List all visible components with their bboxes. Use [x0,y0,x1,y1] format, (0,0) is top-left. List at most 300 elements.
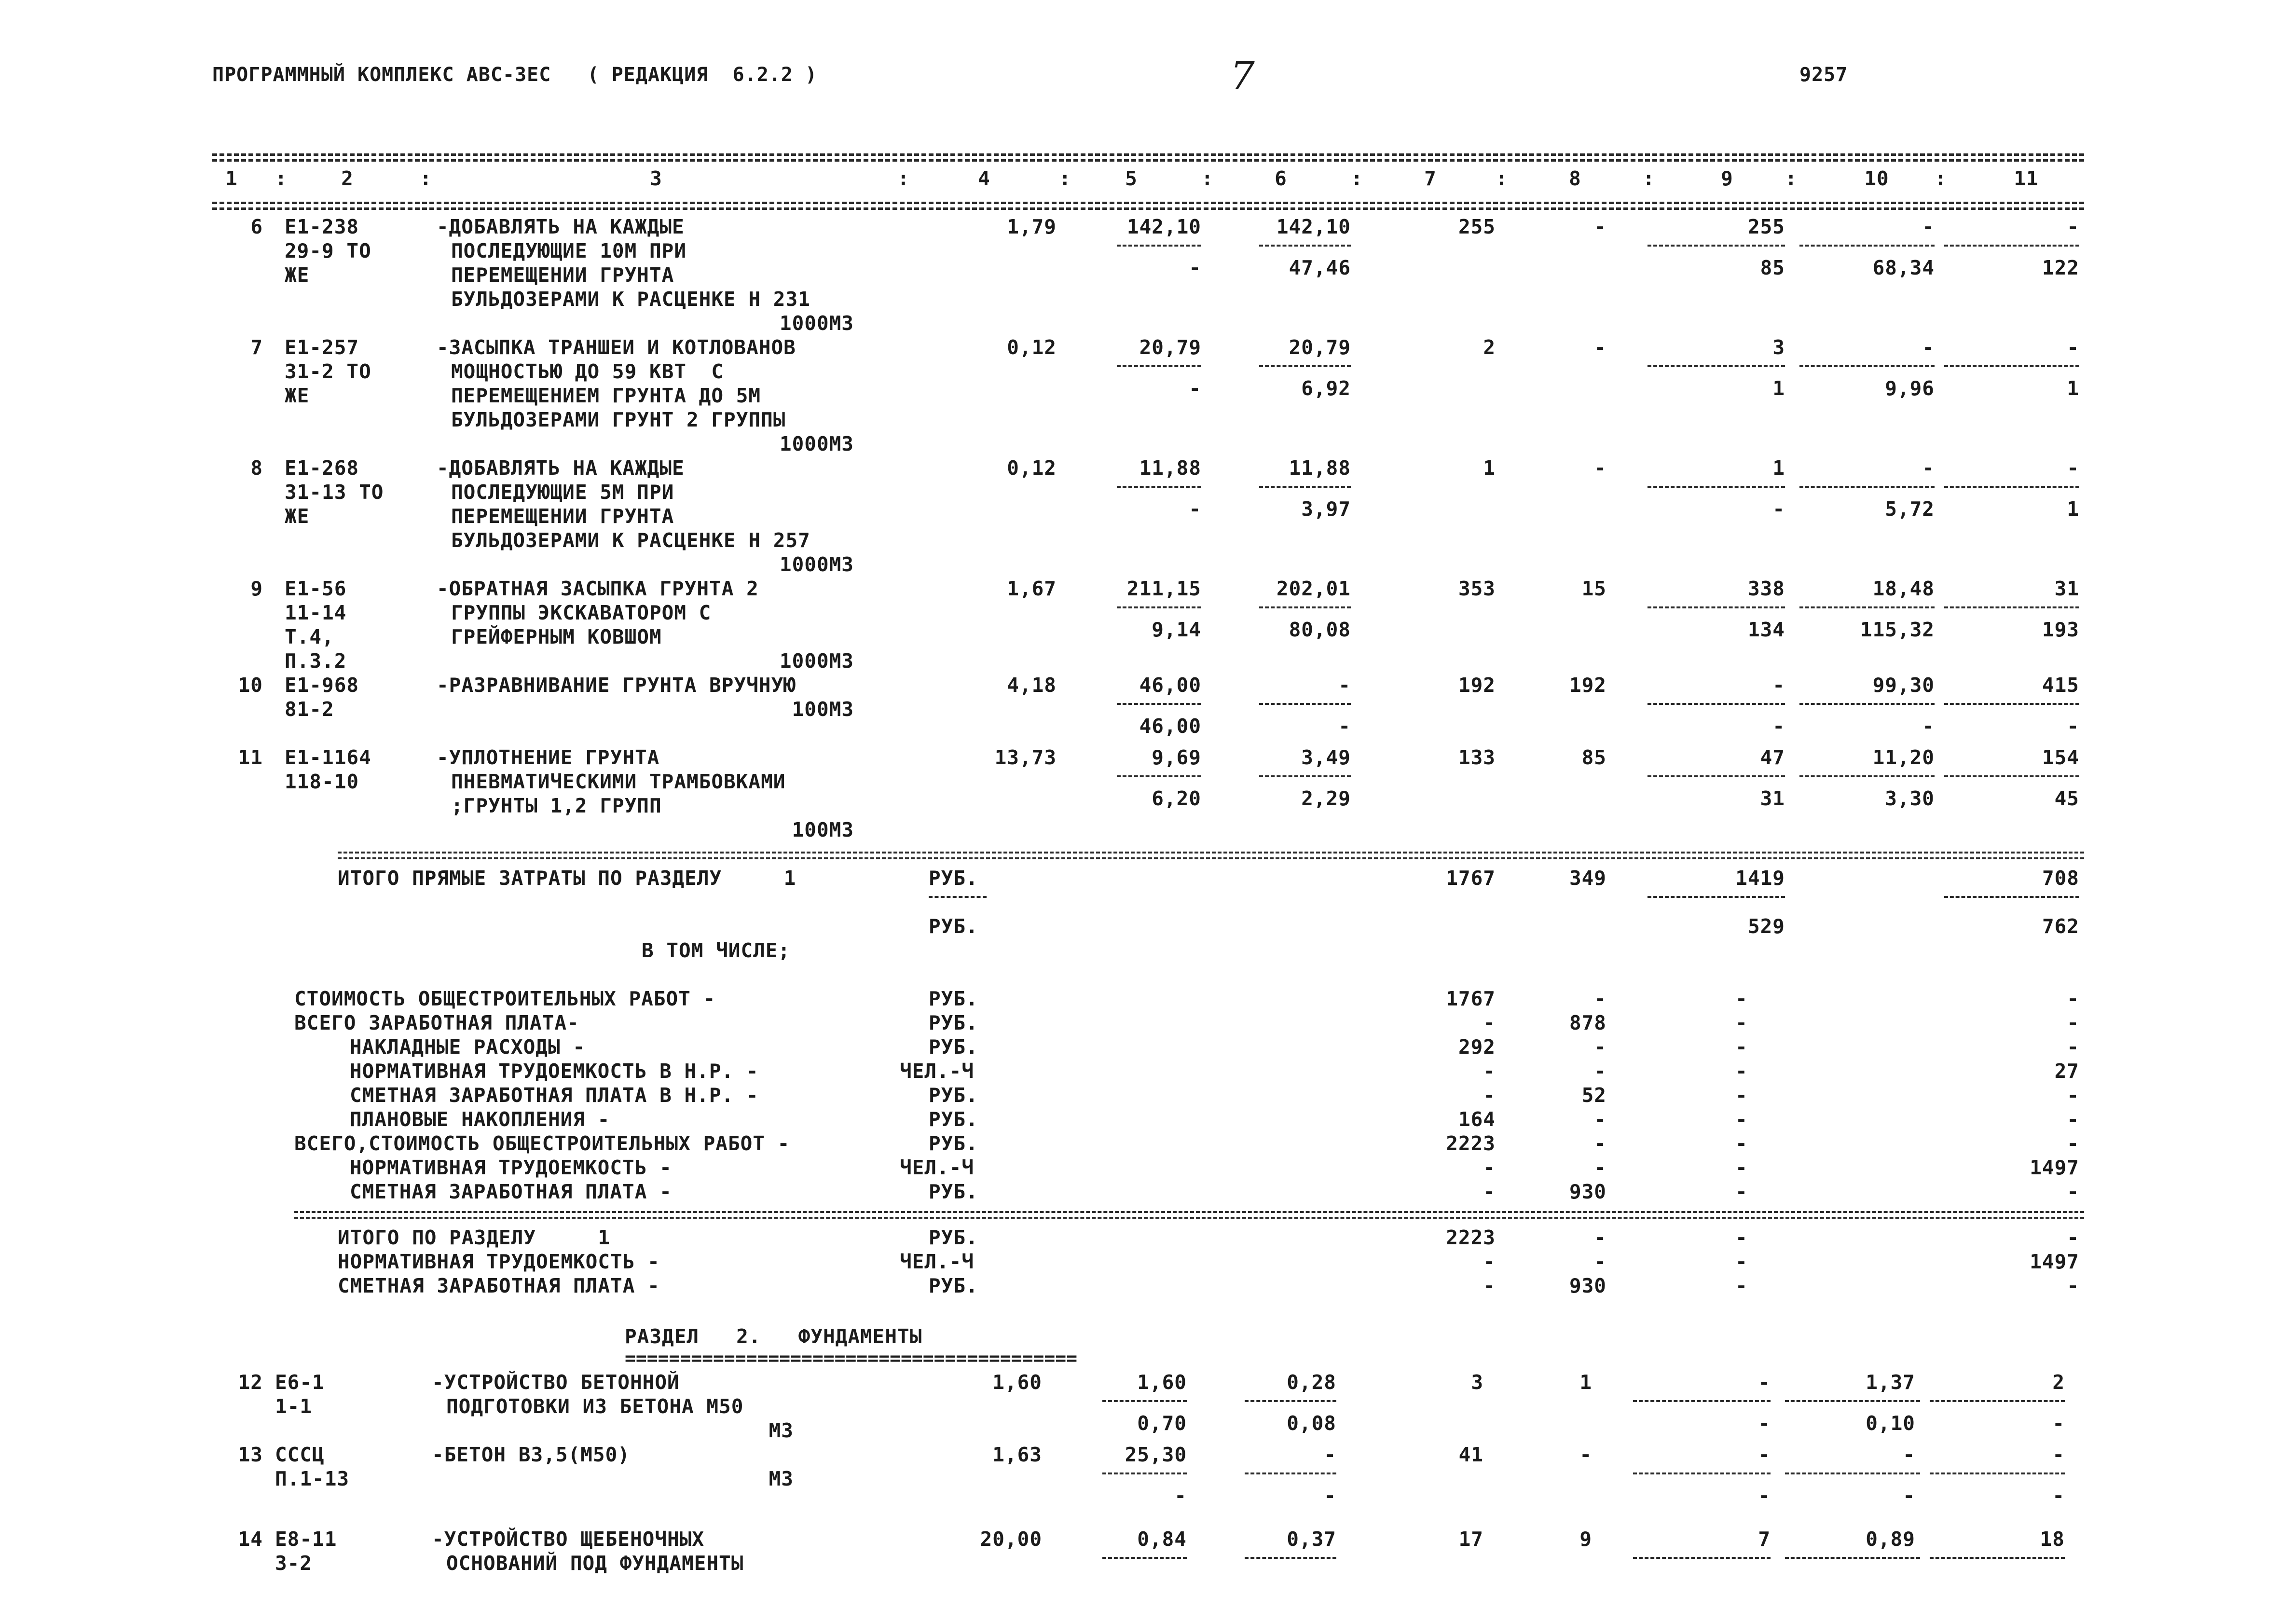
sub-rule [1102,1557,1187,1559]
quantity: 1,79 [1007,215,1057,238]
rate-code: Т.4, [285,625,334,648]
value-c9b: 1 [1772,377,1785,400]
work-description: ГРУППЫ ЭКСКАВАТОРОМ С [451,601,712,624]
work-description: -ЗАСЫПКА ТРАНШЕИ И КОТЛОВАНОВ [437,336,796,359]
value-c6b: 0,08 [1287,1412,1336,1435]
header-bottom-rule-2 [212,207,2084,210]
value-c5a: 0,84 [1137,1528,1187,1551]
sub-rule [1647,606,1785,608]
sub-rule [1259,245,1351,247]
summary-label: НОРМАТИВНАЯ ТРУДОЕМКОСТЬ - [350,1156,672,1179]
section-total-line-c7: - [1483,1274,1496,1297]
sub-rule [1785,1557,1920,1559]
value-c7: 41 [1458,1443,1483,1466]
work-description: БУЛЬДОЗЕРАМИ К РАСЦЕНКЕ Н 231 [451,288,810,311]
column-header-3: 3 [650,167,662,190]
summary-c7: 292 [1458,1035,1496,1059]
section-total-line-unit: РУБ. [929,1226,978,1249]
sub-rule [1245,1557,1336,1559]
row-number: 12 [238,1371,263,1394]
summary-c11: - [2067,1132,2079,1155]
rate-code: ЖЕ [285,384,310,407]
value-c6b: - [1324,1484,1336,1507]
section-total-line-c11: 1497 [2030,1250,2079,1273]
sub-rule [1259,365,1351,367]
sub-rule [1259,486,1351,488]
sub-rule [1944,606,2079,608]
including-label: В ТОМ ЧИСЛЕ; [642,939,791,962]
section-end-rule [294,1211,2084,1213]
rate-code: СССЦ [275,1443,325,1466]
summary-unit: РУБ. [929,1180,978,1203]
value-c8: 15 [1581,577,1606,600]
sub-rule [1259,606,1351,608]
summary-unit: ЧЕЛ.-Ч [900,1060,975,1083]
value-c11a: 415 [2042,674,2079,697]
value-c8: - [1579,1443,1592,1466]
summary-label: ПЛАНОВЫЕ НАКОПЛЕНИЯ - [350,1108,610,1131]
row-number: 6 [250,215,263,238]
handwritten-page-number: 7 [1230,53,1255,98]
value-c5b: - [1189,256,1201,279]
section-total-line-c7: - [1483,1250,1496,1273]
unit-of-measure: 1000М3 [779,553,854,576]
sub-rule [1647,486,1785,488]
value-c6b: 80,08 [1289,618,1351,641]
row-number: 11 [238,746,263,769]
value-c7: 17 [1458,1528,1483,1551]
value-c9a: - [1758,1443,1771,1466]
sub-rule [1930,1557,2065,1559]
value-c10a: - [1922,456,1935,480]
sub-rule [1944,896,2079,898]
value-c11a: - [2067,215,2079,238]
unit-of-measure: М3 [769,1419,794,1442]
summary-unit: РУБ. [929,1084,978,1107]
summary-c8: - [1594,1132,1606,1155]
value-c10b: 115,32 [1860,618,1935,641]
value-c6a: - [1338,674,1351,697]
sub-rule [1944,775,2079,777]
column-separator: : [1351,167,1363,190]
column-separator: : [1935,167,1947,190]
column-header-4: 4 [978,167,990,190]
summary-c9: - [1735,1060,1748,1083]
work-description: ;ГРУНТЫ 1,2 ГРУПП [451,794,662,817]
rate-code: Е1-238 [285,215,359,238]
section-total-c8: 349 [1569,867,1606,890]
value-c9b: - [1758,1484,1771,1507]
sub-rule [1944,703,2079,705]
value-c10a: 11,20 [1872,746,1935,769]
value-c9b: - [1772,497,1785,521]
value-c6a: - [1324,1443,1336,1466]
value-c9a: 1 [1772,456,1785,480]
sub-rule [1633,1400,1771,1402]
work-description: БУЛЬДОЗЕРАМИ ГРУНТ 2 ГРУППЫ [451,408,786,431]
summary-label: ВСЕГО,СТОИМОСТЬ ОБЩЕСТРОИТЕЛЬНЫХ РАБОТ - [294,1132,790,1155]
value-c8: 1 [1579,1371,1592,1394]
header-bottom-rule [212,202,2084,204]
section-total-line: СМЕТНАЯ ЗАРАБОТНАЯ ПЛАТА - [338,1274,660,1297]
work-description: -ОБРАТНАЯ ЗАСЫПКА ГРУНТА 2 [437,577,759,600]
summary-c7: - [1483,1060,1496,1083]
value-c8: - [1594,336,1606,359]
column-separator: : [1643,167,1655,190]
value-c9b: - [1758,1412,1771,1435]
column-separator: : [1496,167,1508,190]
unit-of-measure: 100М3 [792,818,854,841]
value-c11b: 193 [2042,618,2079,641]
summary-c11: - [2067,1084,2079,1107]
work-description: -УСТРОЙСТВО ЩЕБЕНОЧНЫХ [432,1528,705,1551]
value-c6a: 202,01 [1276,577,1351,600]
value-c5a: 11,88 [1139,456,1201,480]
value-c10b: - [1903,1484,1915,1507]
summary-c7: 1767 [1446,987,1496,1010]
sub-rule [1245,1473,1336,1474]
rate-code: 1-1 [275,1395,313,1418]
value-c5a: 46,00 [1139,674,1201,697]
value-c9a: 338 [1747,577,1785,600]
value-c8: 85 [1581,746,1606,769]
value-c9b: 85 [1760,256,1785,279]
column-header-8: 8 [1569,167,1581,190]
sub-rule [1259,703,1351,705]
column-header-10: 10 [1864,167,1889,190]
sub-rule [1117,245,1201,247]
row-number: 10 [238,674,263,697]
value-c11a: 18 [2040,1528,2065,1551]
value-c6a: 11,88 [1289,456,1351,480]
summary-unit: РУБ. [929,1108,978,1131]
value-c9a: - [1772,674,1785,697]
work-description: ПНЕВМАТИЧЕСКИМИ ТРАМБОВКАМИ [451,770,786,793]
section-total-line-c8: 930 [1569,1274,1606,1297]
unit-of-measure: М3 [769,1467,794,1490]
column-header-1: 1 [225,167,238,190]
table-top-rule-2 [212,159,2084,162]
value-c5a: 1,60 [1137,1371,1187,1394]
section-total-line-c7: 2223 [1446,1226,1496,1249]
sub-rule [1633,1473,1771,1474]
sub-rule [1647,245,1785,247]
summary-c9: - [1735,987,1748,1010]
sub-rule [1799,245,1935,247]
rate-code: 29-9 ТО [285,239,371,262]
quantity: 4,18 [1007,674,1057,697]
work-description: -УПЛОТНЕНИЕ ГРУНТА [437,746,660,769]
unit-of-measure: 1000М3 [779,432,854,455]
value-c6a: 0,28 [1287,1371,1336,1394]
summary-c9: - [1735,1180,1748,1203]
value-c5b: 0,70 [1137,1412,1187,1435]
sub-rule [1633,1557,1771,1559]
work-description: ПОСЛЕДУЮЩИЕ 10М ПРИ [451,239,686,262]
value-c5b: - [1174,1484,1187,1507]
summary-unit: РУБ. [929,1035,978,1059]
summary-label: НОРМАТИВНАЯ ТРУДОЕМКОСТЬ В Н.Р. - [350,1060,759,1083]
value-c7: 2 [1483,336,1496,359]
value-c8: - [1594,215,1606,238]
unit-of-measure: 1000М3 [779,312,854,335]
sub-rule [1117,703,1201,705]
sub-rule [1647,775,1785,777]
rate-code: 81-2 [285,698,334,721]
section-total-line-c9: - [1735,1226,1748,1249]
rate-code: 31-13 ТО [285,481,384,504]
work-description: ПОДГОТОВКИ ИЗ БЕТОНА М50 [446,1395,744,1418]
sub-rule [1799,775,1935,777]
row-number: 8 [250,456,263,480]
sub-rule [1117,486,1201,488]
summary-c8: 52 [1581,1084,1606,1107]
value-c11a: - [2067,456,2079,480]
program-title: ПРОГРАММНЫЙ КОМПЛЕКС АВС-3ЕС ( РЕДАКЦИЯ 6.2.2 ) [212,64,818,86]
value-c10b: 9,96 [1885,377,1935,400]
value-c6a: 142,10 [1276,215,1351,238]
work-description: -БЕТОН В3,5(М50) [432,1443,630,1466]
section-total-line-c9: - [1735,1250,1748,1273]
work-description: ПЕРЕМЕЩЕНИЕМ ГРУНТА ДО 5М [451,384,761,407]
column-header-11: 11 [2014,167,2039,190]
value-c11b: - [2052,1484,2065,1507]
table-top-rule [212,153,2084,156]
value-c6b: 3,97 [1301,497,1351,521]
sub-rule [1944,486,2079,488]
sub-rule [1799,486,1935,488]
sub-rule [1930,1400,2065,1402]
summary-label: СМЕТНАЯ ЗАРАБОТНАЯ ПЛАТА В Н.Р. - [350,1084,759,1107]
summary-c9: - [1735,1132,1748,1155]
value-c7: 353 [1458,577,1496,600]
value-c5a: 25,30 [1125,1443,1187,1466]
value-c5b: 9,14 [1152,618,1201,641]
summary-unit: ЧЕЛ.-Ч [900,1156,975,1179]
rate-code: П.3.2 [285,649,347,673]
value-c9a: 3 [1772,336,1785,359]
section-total-c9: 1419 [1735,867,1785,890]
quantity: 0,12 [1007,336,1057,359]
summary-unit: РУБ. [929,1011,978,1034]
value-c8: - [1594,456,1606,480]
sub-rule [1245,1400,1336,1402]
sub-rule [1785,1400,1920,1402]
column-separator: : [897,167,910,190]
row-number: 9 [250,577,263,600]
work-description: ПОСЛЕДУЮЩИЕ 5М ПРИ [451,481,674,504]
sub-rule [1785,1473,1920,1474]
value-c5a: 142,10 [1126,215,1201,238]
summary-c9: - [1735,1084,1748,1107]
value-c11b: 122 [2042,256,2079,279]
rate-code: Е6-1 [275,1371,325,1394]
row-number: 14 [238,1528,263,1551]
value-c11b: 1 [2067,377,2079,400]
value-c10b: - [1922,715,1935,738]
section-total-line-c11: - [2067,1274,2079,1297]
value-c10b: 0,10 [1866,1412,1915,1435]
rate-code: 31-2 ТО [285,360,371,383]
rate-code: Е1-257 [285,336,359,359]
column-header-7: 7 [1424,167,1437,190]
totals-rule-2 [338,857,2084,859]
value-c10a: - [1922,336,1935,359]
value-c5a: 211,15 [1126,577,1201,600]
sub-rule [1930,1473,2065,1474]
sub-rule [1259,775,1351,777]
document-number: 9257 [1799,64,1848,86]
sub-rule [1117,775,1201,777]
section-total-line-c8: - [1594,1250,1606,1273]
sub-rule [1944,245,2079,247]
summary-c8: 878 [1569,1011,1606,1034]
column-separator: : [1059,167,1071,190]
value-c11b: - [2067,715,2079,738]
column-separator: : [1785,167,1798,190]
value-c6b: 2,29 [1301,787,1351,810]
section-total-unit: РУБ. [929,867,978,890]
summary-label: НАКЛАДНЫЕ РАСХОДЫ - [350,1035,585,1059]
rate-code: ЖЕ [285,505,310,528]
quantity: 1,67 [1007,577,1057,600]
unit-of-measure: 1000М3 [779,649,854,673]
section-total-c11b: 762 [2042,915,2079,938]
summary-unit: РУБ. [929,1132,978,1155]
section-total-unit-2: РУБ. [929,915,978,938]
section-2-underline: ========================================= [625,1351,1077,1365]
section-2-title: РАЗДЕЛ 2. ФУНДАМЕНТЫ [625,1325,922,1348]
section-end-rule-2 [294,1217,2084,1219]
section-total-line-unit: РУБ. [929,1274,978,1297]
value-c5b: 6,20 [1152,787,1201,810]
sub-rule [1799,365,1935,367]
value-c11a: - [2052,1443,2065,1466]
value-c7: 255 [1458,215,1496,238]
value-c11a: 31 [2054,577,2079,600]
rate-code: Е8-11 [275,1528,337,1551]
rate-code: 3-2 [275,1552,313,1575]
value-c6a: 20,79 [1289,336,1351,359]
value-c6a: 0,37 [1287,1528,1336,1551]
value-c9b: 134 [1747,618,1785,641]
work-description: БУЛЬДОЗЕРАМИ К РАСЦЕНКЕ Н 257 [451,529,810,552]
summary-c7: - [1483,1180,1496,1203]
summary-label: ВСЕГО ЗАРАБОТНАЯ ПЛАТА- [294,1011,579,1034]
value-c7: 1 [1483,456,1496,480]
sub-rule [1102,1400,1187,1402]
value-c5a: 9,69 [1152,746,1201,769]
value-c6b: 47,46 [1289,256,1351,279]
value-c11a: 154 [2042,746,2079,769]
summary-c11: - [2067,1011,2079,1034]
column-separator: : [420,167,432,190]
work-description: ГРЕЙФЕРНЫМ КОВШОМ [451,625,662,648]
column-separator: : [1201,167,1214,190]
value-c10b: 68,34 [1872,256,1935,279]
summary-c11: 27 [2054,1060,2079,1083]
summary-unit: РУБ. [929,987,978,1010]
section-total-line: ИТОГО ПО РАЗДЕЛУ 1 [338,1226,611,1249]
sub-rule [1647,896,1785,898]
summary-c8: - [1594,1060,1606,1083]
value-c9a: 7 [1758,1528,1771,1551]
summary-c8: 930 [1569,1180,1606,1203]
work-description: -ДОБАВЛЯТЬ НА КАЖДЫЕ [437,215,685,238]
summary-c9: - [1735,1108,1748,1131]
sub-rule [1117,606,1201,608]
section-total-line: НОРМАТИВНАЯ ТРУДОЕМКОСТЬ - [338,1250,660,1273]
summary-c8: - [1594,1108,1606,1131]
work-description: ПЕРЕМЕЩЕНИИ ГРУНТА [451,505,674,528]
column-header-6: 6 [1275,167,1287,190]
summary-c11: - [2067,987,2079,1010]
summary-c7: 164 [1458,1108,1496,1131]
rate-code: Е1-1164 [285,746,371,769]
value-c5b: - [1189,497,1201,521]
work-description: ПЕРЕМЕЩЕНИИ ГРУНТА [451,263,674,287]
section-total-c11: 708 [2042,867,2079,890]
section-total-line-c8: - [1594,1226,1606,1249]
value-c11a: 2 [2052,1371,2065,1394]
rate-code: Е1-268 [285,456,359,480]
value-c5b: - [1189,377,1201,400]
summary-c8: - [1594,1035,1606,1059]
value-c11a: - [2067,336,2079,359]
summary-c9: - [1735,1156,1748,1179]
value-c10a: 99,30 [1872,674,1935,697]
section-total-label: ИТОГО ПРЯМЫЕ ЗАТРАТЫ ПО РАЗДЕЛУ 1 [338,867,796,890]
sub-rule [1799,606,1935,608]
value-c10a: - [1903,1443,1915,1466]
value-c9b: 31 [1760,787,1785,810]
summary-c11: 1497 [2030,1156,2079,1179]
quantity: 1,60 [992,1371,1042,1394]
rate-code: Е1-968 [285,674,359,697]
work-description: ОСНОВАНИЙ ПОД ФУНДАМЕНТЫ [446,1552,744,1575]
summary-c7: - [1483,1084,1496,1107]
value-c6a: 3,49 [1301,746,1351,769]
rate-code: П.1-13 [275,1467,350,1490]
value-c8: 9 [1579,1528,1592,1551]
rate-code: Е1-56 [285,577,347,600]
sub-rule [1647,365,1785,367]
value-c9a: - [1758,1371,1771,1394]
value-c9b: - [1772,715,1785,738]
sub-rule [1647,703,1785,705]
rate-code: ЖЕ [285,263,310,287]
summary-label: СТОИМОСТЬ ОБЩЕСТРОИТЕЛЬНЫХ РАБОТ - [294,987,716,1010]
column-header-2: 2 [341,167,354,190]
work-description: -РАЗРАВНИВАНИЕ ГРУНТА ВРУЧНУЮ [437,674,796,697]
value-c9a: 47 [1760,746,1785,769]
column-header-5: 5 [1125,167,1138,190]
section-total-line-unit: ЧЕЛ.-Ч [900,1250,975,1273]
summary-c7: 2223 [1446,1132,1496,1155]
summary-c8: - [1594,987,1606,1010]
column-header-9: 9 [1721,167,1733,190]
totals-rule [338,852,2084,853]
value-c10a: - [1922,215,1935,238]
section-total-line-c11: - [2067,1226,2079,1249]
summary-c11: - [2067,1180,2079,1203]
quantity: 1,63 [992,1443,1042,1466]
summary-label: СМЕТНАЯ ЗАРАБОТНАЯ ПЛАТА - [350,1180,672,1203]
row-number: 13 [238,1443,263,1466]
column-separator: : [275,167,288,190]
summary-c8: - [1594,1156,1606,1179]
sub-rule [929,896,987,898]
